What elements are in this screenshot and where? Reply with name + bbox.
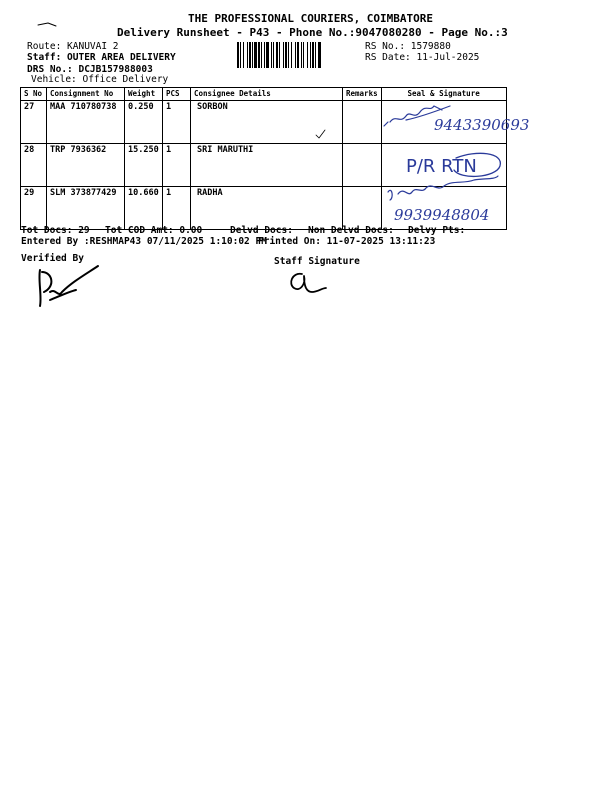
col-pcs: PCS xyxy=(163,88,191,101)
rs-no-label: RS No.: 1579880 xyxy=(365,41,451,52)
cell-sno: 29 xyxy=(21,187,47,230)
cell-weight: 10.660 xyxy=(125,187,163,230)
cell-consignee: SORBON xyxy=(191,101,343,144)
company-title: THE PROFESSIONAL COURIERS, COIMBATORE xyxy=(188,12,434,25)
seal-phone-29: 9939948804 xyxy=(394,206,490,224)
cell-sno: 27 xyxy=(21,101,47,144)
verified-by-label: Verified By xyxy=(21,253,84,264)
col-consignment: Consignment No xyxy=(47,88,125,101)
cell-consignee: RADHA xyxy=(191,187,343,230)
barcode xyxy=(237,42,357,68)
cell-consignment: TRP 7936362 xyxy=(47,144,125,187)
seal-status-28: P/R RTN xyxy=(406,156,477,177)
staff-signature-mark xyxy=(282,264,330,296)
col-consignee: Consignee Details xyxy=(191,88,343,101)
col-seal: Seal & Signature xyxy=(381,88,506,101)
cell-pcs: 1 xyxy=(163,101,191,144)
tot-cod-label: Tot COD Amt: 0.00 xyxy=(105,225,203,236)
cell-sno: 28 xyxy=(21,144,47,187)
delvy-pts-label: Delvy Pts: xyxy=(408,225,466,236)
non-delvd-docs-label: Non Delvd Docs: xyxy=(308,225,394,236)
drs-label: DRS No.: DCJB157988003 xyxy=(27,64,153,75)
cell-consignment: MAA 710780738 xyxy=(47,101,125,144)
cell-weight: 15.250 xyxy=(125,144,163,187)
cell-consignment: SLM 373877429 xyxy=(47,187,125,230)
tick-mark xyxy=(314,128,330,140)
route-label: Route: KANUVAI 2 xyxy=(27,41,119,52)
verified-by-signature xyxy=(30,262,110,312)
corner-mark xyxy=(36,20,60,28)
cell-pcs: 1 xyxy=(163,187,191,230)
staff-label: Staff: OUTER AREA DELIVERY xyxy=(27,52,176,63)
entered-by-label: Entered By :RESHMAP43 07/11/2025 1:10:02 PM xyxy=(21,236,267,247)
vehicle-label: Vehicle: Office Delivery xyxy=(31,74,169,85)
staff-signature-label: Staff Signature xyxy=(274,256,360,267)
delvd-docs-label: Delvd Docs: xyxy=(230,225,293,236)
tot-docs-label: Tot Docs: 29 xyxy=(21,225,90,236)
col-sno: S No xyxy=(21,88,47,101)
handwritten-signatures xyxy=(376,98,561,228)
seal-phone-27: 9443390693 xyxy=(434,116,530,134)
printed-on-label: Printed On: 11-07-2025 13:11:23 xyxy=(258,236,436,247)
col-remarks: Remarks xyxy=(343,88,382,101)
cell-consignee: SRI MARUTHI xyxy=(191,144,343,187)
runsheet-title: Delivery Runsheet - P43 - Phone No.:9047080280 - Page No.:3 xyxy=(117,26,508,39)
rs-date-label: RS Date: 11-Jul-2025 xyxy=(365,52,480,63)
cell-pcs: 1 xyxy=(163,144,191,187)
col-weight: Weight xyxy=(125,88,163,101)
cell-weight: 0.250 xyxy=(125,101,163,144)
